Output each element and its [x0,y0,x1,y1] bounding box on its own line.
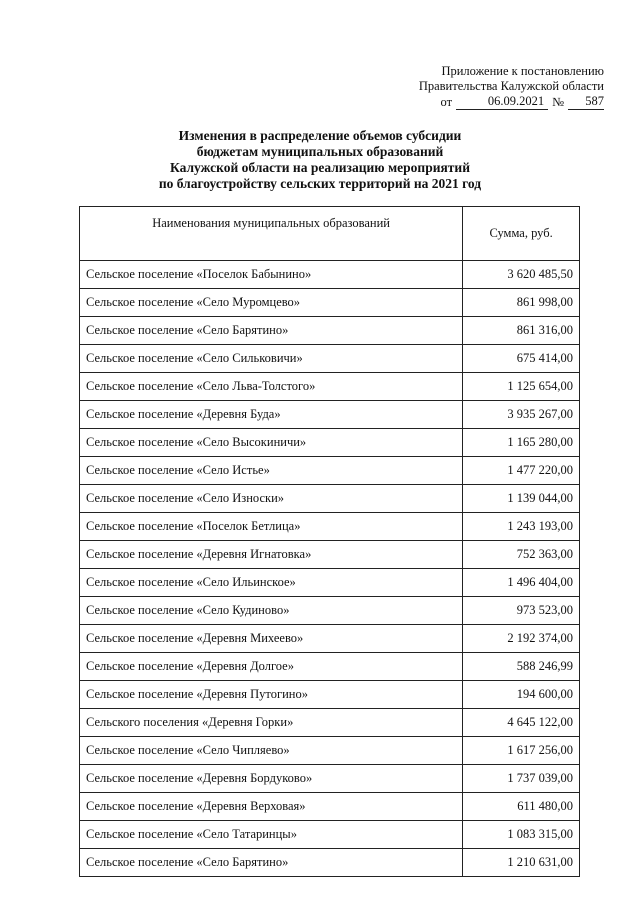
order-reference [374,94,604,110]
table-body [80,261,580,877]
subsidy-amount: 4 645 122,00 [463,709,580,737]
municipality-name: Сельское поселение «Село Татаринцы» [80,821,463,849]
municipality-name: Сельское поселение «Село Чипляево» [80,737,463,765]
table-row [80,849,580,877]
municipality-name: Сельское поселение «Село Износки» [80,485,463,513]
subsidy-amount: 752 363,00 [463,541,580,569]
subsidy-amount: 1 210 631,00 [463,849,580,877]
subsidy-amount: 1 617 256,00 [463,737,580,765]
subsidy-amount: 194 600,00 [463,681,580,709]
document-title [0,128,640,192]
subsidy-amount: 3 620 485,50 [463,261,580,289]
table-row [80,429,580,457]
subsidy-amount: 973 523,00 [463,597,580,625]
column-header-sum: Сумма, руб. [463,207,580,261]
government-label: Правительства Калужской области [418,79,604,93]
table-row [80,681,580,709]
municipality-name: Сельское поселение «Деревня Долгое» [80,653,463,681]
municipality-name: Сельское поселение «Деревня Бордуково» [80,765,463,793]
municipality-name: Сельское поселение «Деревня Игнатовка» [80,541,463,569]
subsidy-amount: 1 083 315,00 [463,821,580,849]
appendix-label: Приложение к постановлению [441,64,604,78]
subsidy-amount: 2 192 374,00 [463,625,580,653]
subsidy-amount: 1 125 654,00 [463,373,580,401]
table-row [80,737,580,765]
subsidy-amount: 1 737 039,00 [463,765,580,793]
table-row [80,653,580,681]
table-row [80,569,580,597]
table-row [80,317,580,345]
subsidy-amount: 861 998,00 [463,289,580,317]
document-header [374,64,604,110]
table-row [80,373,580,401]
title-line: бюджетам муниципальных образований [196,144,444,159]
table-header-row [80,207,580,261]
table-row [80,765,580,793]
subsidy-amount: 1 165 280,00 [463,429,580,457]
table-row [80,625,580,653]
subsidy-amount: 1 139 044,00 [463,485,580,513]
table-row [80,457,580,485]
table-row [80,345,580,373]
title-line: Изменения в распределение объемов субсидии [178,128,462,143]
subsidy-amount: 1 477 220,00 [463,457,580,485]
municipality-name: Сельского поселения «Деревня Горки» [80,709,463,737]
subsidy-amount: 3 935 267,00 [463,401,580,429]
table-row [80,401,580,429]
table-row [80,485,580,513]
subsidy-amount: 1 496 404,00 [463,569,580,597]
subsidy-amount: 675 414,00 [463,345,580,373]
municipality-name: Сельское поселение «Село Кудиново» [80,597,463,625]
table-row [80,709,580,737]
municipality-name: Сельское поселение «Поселок Бабынино» [80,261,463,289]
municipality-name: Сельское поселение «Деревня Михеево» [80,625,463,653]
table-row [80,541,580,569]
subsidy-table [79,206,580,877]
municipality-name: Сельское поселение «Село Высокиничи» [80,429,463,457]
order-date: 06.09.2021 [456,94,548,110]
title-line: Калужской области на реализацию мероприятий [170,160,470,175]
subsidy-amount: 611 480,00 [463,793,580,821]
from-label: от [440,95,453,109]
table-row [80,289,580,317]
municipality-name: Сельское поселение «Село Истье» [80,457,463,485]
municipality-name: Сельское поселение «Село Муромцево» [80,289,463,317]
column-header-name: Наименования муниципальных образований [80,207,463,261]
subsidy-amount: 861 316,00 [463,317,580,345]
table-row [80,261,580,289]
subsidy-amount: 588 246,99 [463,653,580,681]
table-row [80,513,580,541]
municipality-name: Сельское поселение «Село Льва-Толстого» [80,373,463,401]
municipality-name: Сельское поселение «Деревня Верховая» [80,793,463,821]
municipality-name: Сельское поселение «Поселок Бетлица» [80,513,463,541]
municipality-name: Сельское поселение «Село Сильковичи» [80,345,463,373]
municipality-name: Сельское поселение «Село Барятино» [80,849,463,877]
table-row [80,821,580,849]
municipality-name: Сельское поселение «Деревня Буда» [80,401,463,429]
municipality-name: Сельское поселение «Деревня Путогино» [80,681,463,709]
municipality-name: Сельское поселение «Село Ильинское» [80,569,463,597]
table-row [80,597,580,625]
table-row [80,793,580,821]
title-line: по благоустройству сельских территорий на 2021 год [158,176,482,191]
number-label: № [552,95,564,109]
subsidy-amount: 1 243 193,00 [463,513,580,541]
order-number: 587 [568,94,604,110]
municipality-name: Сельское поселение «Село Барятино» [80,317,463,345]
